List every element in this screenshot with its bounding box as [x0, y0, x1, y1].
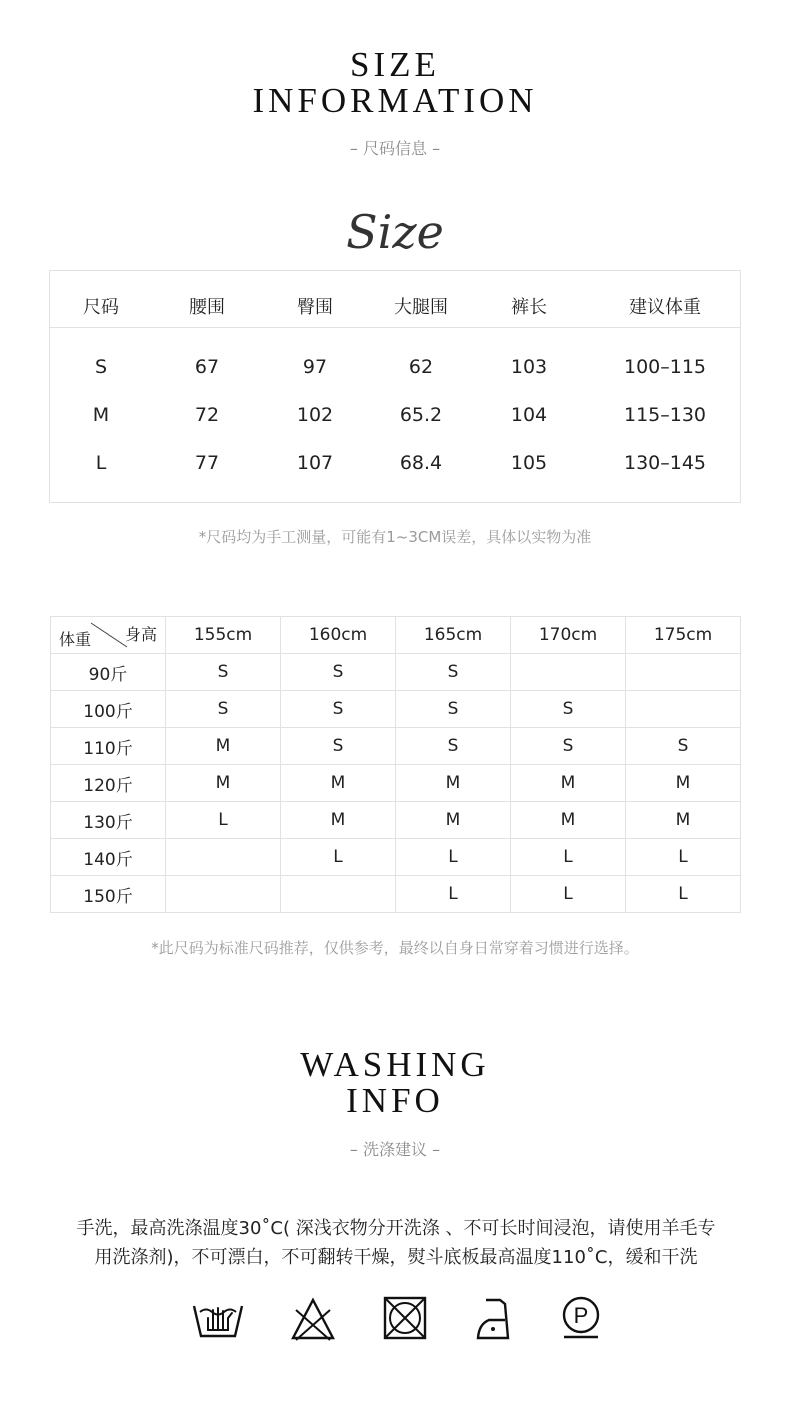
weight-cell: 115–130: [623, 404, 707, 426]
no-bleach-icon: [290, 1296, 336, 1342]
size-recommend-cell: L: [511, 876, 626, 913]
recommend-note: *此尺码为标准尺码推荐，仅供参考，最终以自身日常穿着习惯进行选择。: [151, 939, 639, 957]
size-recommend-cell: M: [396, 802, 511, 839]
height-header-cell: 175cm: [626, 617, 741, 654]
height-header-cell: 155cm: [166, 617, 281, 654]
size-recommend-cell: M: [511, 802, 626, 839]
height-header-cell: 170cm: [511, 617, 626, 654]
size-title-line1: SIZE: [350, 45, 440, 84]
weight-cell: 100–115: [623, 356, 707, 378]
iron-low-icon: [474, 1296, 516, 1340]
thigh-cell: 62: [408, 356, 434, 378]
col-header-thigh: 大腿围: [394, 297, 448, 318]
size-recommend-cell: S: [281, 654, 396, 691]
dry-clean-p-icon: [561, 1296, 601, 1340]
size-recommend-cell: L: [396, 839, 511, 876]
table-row: [51, 876, 741, 913]
hand-wash-icon: [192, 1296, 244, 1344]
size-recommend-cell: M: [626, 765, 741, 802]
size-recommend-cell: L: [396, 876, 511, 913]
washing-instructions: [46, 1214, 746, 1272]
size-recommend-cell: S: [511, 728, 626, 765]
hip-cell: 102: [296, 404, 334, 426]
size-recommend-cell: L: [626, 839, 741, 876]
size-recommend-cell: S: [166, 654, 281, 691]
length-cell: 105: [510, 452, 548, 474]
weight-label-cell: 110斤: [51, 728, 166, 765]
size-recommend-cell: [166, 876, 281, 913]
weight-label-cell: 120斤: [51, 765, 166, 802]
measurement-note: *尺码均为手工测量，可能有1~3CM误差，具体以实物为准: [198, 528, 592, 546]
size-recommend-cell: S: [166, 691, 281, 728]
size-cell: M: [92, 404, 110, 426]
weight-label-cell: 90斤: [51, 654, 166, 691]
weight-corner-label: 体重: [59, 630, 92, 649]
size-title-line2: INFORMATION: [252, 81, 538, 120]
size-recommend-cell: M: [281, 765, 396, 802]
waist-cell: 67: [194, 356, 220, 378]
table-row: [51, 728, 741, 765]
size-cell: S: [94, 356, 108, 378]
size-recommend-cell: [281, 876, 396, 913]
size-recommend-cell: L: [166, 802, 281, 839]
thigh-cell: 68.4: [399, 452, 443, 474]
height-header-cell: 160cm: [281, 617, 396, 654]
size-recommend-cell: L: [281, 839, 396, 876]
table-row: [51, 617, 741, 654]
col-header-size: 尺码: [83, 297, 119, 318]
no-tumble-dry-icon: [383, 1296, 427, 1340]
weight-label-cell: 150斤: [51, 876, 166, 913]
size-recommend-cell: M: [166, 765, 281, 802]
size-recommend-cell: S: [511, 691, 626, 728]
size-info-title: [0, 47, 790, 119]
washing-text-line1: 手洗，最高洗涤温度30˚C( 深浅衣物分开洗涤 、不可长时间浸泡，请使用羊毛专: [76, 1218, 716, 1239]
col-header-hip: 臀围: [297, 297, 333, 318]
script-size-heading: Size: [346, 205, 444, 259]
size-recommend-cell: S: [396, 654, 511, 691]
size-recommend-cell: M: [166, 728, 281, 765]
col-header-waist: 腰围: [189, 297, 225, 318]
size-table-header: [50, 271, 740, 328]
washing-title-line2: INFO: [346, 1081, 444, 1120]
col-header-weight: 建议体重: [629, 297, 701, 318]
size-recommend-cell: L: [511, 839, 626, 876]
size-recommend-cell: S: [281, 691, 396, 728]
table-row: [51, 802, 741, 839]
size-recommend-cell: [166, 839, 281, 876]
height-header-cell: 165cm: [396, 617, 511, 654]
table-row: [51, 691, 741, 728]
size-cell: L: [95, 452, 107, 474]
size-table: [49, 270, 741, 503]
size-recommend-cell: S: [626, 728, 741, 765]
table-row: [51, 654, 741, 691]
size-recommend-cell: M: [626, 802, 741, 839]
size-recommend-cell: S: [396, 691, 511, 728]
size-info-subtitle: – 尺码信息 –: [349, 139, 441, 158]
thigh-cell: 65.2: [399, 404, 443, 426]
corner-header-cell: [51, 617, 166, 654]
length-cell: 103: [510, 356, 548, 378]
size-recommend-cell: S: [396, 728, 511, 765]
size-recommend-cell: [626, 654, 741, 691]
size-recommend-cell: [626, 691, 741, 728]
length-cell: 104: [510, 404, 548, 426]
waist-cell: 77: [194, 452, 220, 474]
size-recommend-cell: M: [281, 802, 396, 839]
washing-text-line2: 用洗涤剂)，不可漂白，不可翻转干燥，熨斗底板最高温度110˚C，缓和干洗: [94, 1247, 698, 1268]
hip-cell: 107: [296, 452, 334, 474]
size-recommend-cell: M: [396, 765, 511, 802]
washing-info-subtitle: – 洗涤建议 –: [349, 1140, 441, 1159]
size-recommend-cell: L: [626, 876, 741, 913]
waist-cell: 72: [194, 404, 220, 426]
table-row: [51, 765, 741, 802]
hip-cell: 97: [302, 356, 328, 378]
weight-cell: 130–145: [623, 452, 707, 474]
size-recommend-table: [50, 616, 741, 913]
size-recommend-cell: [511, 654, 626, 691]
dry-clean-letter: P: [573, 1303, 589, 1328]
col-header-length: 裤长: [511, 297, 547, 318]
weight-label-cell: 130斤: [51, 802, 166, 839]
size-recommend-cell: M: [511, 765, 626, 802]
washing-info-title: [0, 1047, 790, 1119]
weight-label-cell: 140斤: [51, 839, 166, 876]
washing-title-line1: WASHING: [300, 1045, 490, 1084]
weight-label-cell: 100斤: [51, 691, 166, 728]
height-corner-label: 身高: [124, 625, 157, 644]
table-row: [51, 839, 741, 876]
size-recommend-cell: S: [281, 728, 396, 765]
